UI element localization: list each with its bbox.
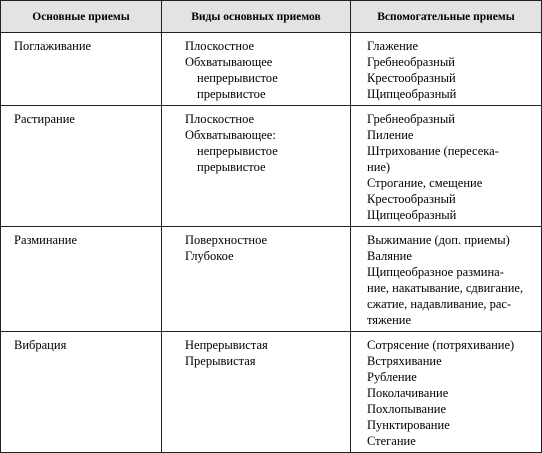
aux-line: Глажение xyxy=(367,39,419,53)
type-line: Плоскостное xyxy=(185,39,255,53)
main-technique-label: Разминание xyxy=(14,233,78,247)
main-technique-label: Вибрация xyxy=(14,338,67,352)
aux-line: Встряхивание xyxy=(367,354,442,368)
main-technique-label: Поглаживание xyxy=(14,39,92,53)
aux-line: Щипцеобразное размина- xyxy=(367,265,504,279)
main-technique-cell xyxy=(1,106,162,227)
aux-line: Пунктирование xyxy=(367,418,450,432)
aux-line: Стегание xyxy=(367,434,416,448)
technique-types-cell xyxy=(162,227,351,332)
header-technique-types: Виды основных приемов xyxy=(162,1,351,33)
type-line: прерывистое xyxy=(197,87,266,101)
aux-line: Строгание, смещение xyxy=(367,176,483,190)
table-row xyxy=(1,227,542,332)
header-auxiliary-techniques: Вспомогательные приемы xyxy=(351,1,542,33)
auxiliary-techniques-cell xyxy=(351,33,542,106)
type-line: Глубокое xyxy=(185,249,234,263)
aux-line: Выжимание (доп. приемы) xyxy=(367,233,510,247)
main-technique-label: Растирание xyxy=(14,112,75,126)
aux-line: Гребнеобразный xyxy=(367,112,455,126)
aux-line: Щипцеобразный xyxy=(367,87,457,101)
type-line: Поверхностное xyxy=(185,233,268,247)
table-row xyxy=(1,332,542,453)
technique-types-cell xyxy=(162,33,351,106)
header-row xyxy=(1,1,542,33)
type-line: Непрерывистая xyxy=(185,338,268,352)
aux-line: сжатие, надавливание, рас- xyxy=(367,297,512,311)
aux-line: тяжение xyxy=(367,313,411,327)
aux-line: Щипцеобразный xyxy=(367,208,457,222)
type-line: непрерывистое xyxy=(197,71,278,85)
main-technique-cell xyxy=(1,332,162,453)
type-line: Прерывистая xyxy=(185,354,256,368)
aux-line: Штрихование (пересека- xyxy=(367,144,499,158)
aux-line: ние, накатывание, сдвигание, xyxy=(367,281,524,295)
aux-line: ние) xyxy=(367,160,391,174)
aux-line: Пиление xyxy=(367,128,414,142)
aux-line: Крестообразный xyxy=(367,192,456,206)
aux-line: Похлопывание xyxy=(367,402,447,416)
type-line: непрерывистое xyxy=(197,144,278,158)
table-row xyxy=(1,106,542,227)
auxiliary-techniques-cell xyxy=(351,332,542,453)
type-line: прерывистое xyxy=(197,160,266,174)
type-line: Обхватывающее xyxy=(185,55,273,69)
aux-line: Гребнеобразный xyxy=(367,55,455,69)
type-line: Плоскостное xyxy=(185,112,255,126)
table-row xyxy=(1,33,542,106)
main-technique-cell xyxy=(1,33,162,106)
auxiliary-techniques-cell xyxy=(351,227,542,332)
aux-line: Валяние xyxy=(367,249,412,263)
auxiliary-techniques-cell xyxy=(351,106,542,227)
aux-line: Поколачивание xyxy=(367,386,449,400)
header-main-techniques: Основные приемы xyxy=(1,1,162,33)
aux-line: Рубление xyxy=(367,370,417,384)
technique-types-cell xyxy=(162,332,351,453)
main-technique-cell xyxy=(1,227,162,332)
type-line: Обхватывающее: xyxy=(185,128,276,142)
aux-line: Сотрясение (потряхивание) xyxy=(367,338,515,352)
aux-line: Крестообразный xyxy=(367,71,456,85)
technique-types-cell xyxy=(162,106,351,227)
